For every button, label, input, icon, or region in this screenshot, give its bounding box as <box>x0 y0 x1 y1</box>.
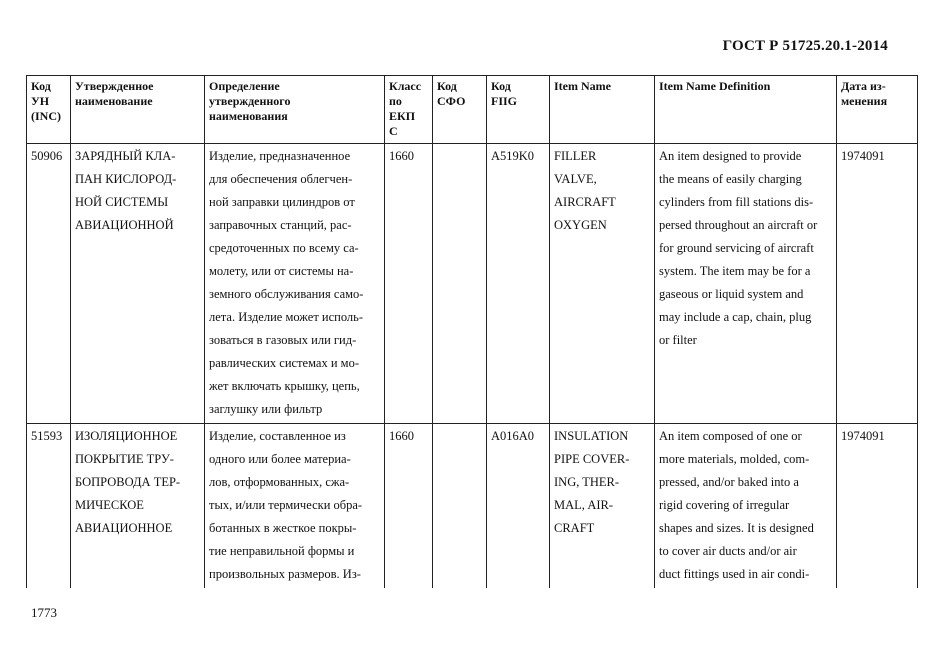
text-line: ИЗОЛЯЦИОННОЕ <box>75 429 178 443</box>
text-line: лов, отформованных, сжа- <box>209 475 350 489</box>
text-line: ботанных в жесткое покры- <box>209 521 357 535</box>
page-number: 1773 <box>31 605 57 620</box>
text-line: АВИАЦИОННОЕ <box>75 521 173 535</box>
text-line: АВИАЦИОННОЙ <box>75 218 174 232</box>
text-line: the means of easily charging <box>659 172 802 186</box>
text-line: молету, или от системы на- <box>209 264 354 278</box>
cell-approved-name <box>71 424 205 589</box>
text-line: system. The item may be for a <box>659 264 811 278</box>
cell-fiig-code: A519K0 <box>487 144 550 424</box>
text-line: MAL, AIR- <box>554 498 614 512</box>
text-line: земного обслуживания само- <box>209 287 364 301</box>
cell-change-date: 1974091 <box>837 424 918 589</box>
text-line: (INC) <box>31 109 61 123</box>
text-line: наименования <box>209 109 288 123</box>
text-line: CRAFT <box>554 521 595 535</box>
text-line: to cover air ducts and/or air <box>659 544 797 558</box>
gost-items-table <box>26 75 918 588</box>
cell-item-definition <box>655 144 837 424</box>
text-line: Дата из- <box>841 79 886 93</box>
column-header-item-definition <box>655 76 837 144</box>
text-line: Код <box>437 79 457 93</box>
document-code: ГОСТ Р 51725.20.1-2014 <box>722 38 888 54</box>
text-line: С <box>389 124 398 138</box>
text-line: лета. Изделие может исполь- <box>209 310 364 324</box>
cell-ekps-class: 1660 <box>385 144 433 424</box>
text-line: duct fittings used in air condi- <box>659 567 810 581</box>
text-line: УН <box>31 94 50 108</box>
text-line: ПОКРЫТИЕ ТРУ- <box>75 452 174 466</box>
text-line: Item Name Definition <box>659 79 771 93</box>
text-line: жет включать крышку, цепь, <box>209 379 360 393</box>
text-line: persed throughout an aircraft or <box>659 218 818 232</box>
text-line: БОПРОВОДА ТЕР- <box>75 475 181 489</box>
text-line: ПАН КИСЛОРОД- <box>75 172 177 186</box>
table-row <box>27 424 918 589</box>
text-line: Утвержденное <box>75 79 154 93</box>
text-line: тых, и/или термически обра- <box>209 498 363 512</box>
text-line: по <box>389 94 402 108</box>
text-line: for ground servicing of aircraft <box>659 241 814 255</box>
text-line: more materials, molded, com- <box>659 452 810 466</box>
text-line: cylinders from fill stations dis- <box>659 195 814 209</box>
table-header-row <box>27 76 918 144</box>
text-line: OXYGEN <box>554 218 607 232</box>
text-line: ЗАРЯДНЫЙ КЛА- <box>75 149 176 163</box>
text-line: PIPE COVER- <box>554 452 630 466</box>
text-line: одного или более материа- <box>209 452 351 466</box>
text-line: зоваться в газовых или гид- <box>209 333 357 347</box>
cell-item-definition <box>655 424 837 589</box>
text-line: FIIG <box>491 94 518 108</box>
column-header-definition <box>205 76 385 144</box>
column-header-item-name <box>550 76 655 144</box>
text-line: Код <box>491 79 511 93</box>
text-line: rigid covering of irregular <box>659 498 790 512</box>
text-line: равлических системах и мо- <box>209 356 359 370</box>
text-line: or filter <box>659 333 697 347</box>
text-line: МИЧЕСКОЕ <box>75 498 144 512</box>
text-line: заглушку или фильтр <box>209 402 323 416</box>
text-line: Определение <box>209 79 280 93</box>
text-line: менения <box>841 94 888 108</box>
text-line: произвольных размеров. Из- <box>209 567 361 581</box>
text-line: AIRCRAFT <box>554 195 616 209</box>
text-line: may include a cap, chain, plug <box>659 310 812 324</box>
text-line: средоточенных по всему са- <box>209 241 359 255</box>
cell-change-date: 1974091 <box>837 144 918 424</box>
text-line: ING, THER- <box>554 475 620 489</box>
cell-definition <box>205 424 385 589</box>
column-header-ekps-class <box>385 76 433 144</box>
cell-sfo-code <box>433 144 487 424</box>
text-line: Item Name <box>554 79 611 93</box>
cell-inc: 50906 <box>27 144 71 424</box>
cell-inc: 51593 <box>27 424 71 589</box>
text-line: An item designed to provide <box>659 149 802 163</box>
text-line: gaseous or liquid system and <box>659 287 804 301</box>
column-header-approved-name <box>71 76 205 144</box>
text-line: pressed, and/or baked into a <box>659 475 799 489</box>
text-line: НОЙ СИСТЕМЫ <box>75 195 169 209</box>
text-line: СФО <box>437 94 466 108</box>
text-line: заправочных станций, рас- <box>209 218 352 232</box>
text-line: тие неправильной формы и <box>209 544 355 558</box>
text-line: Класс <box>389 79 422 93</box>
cell-item-name <box>550 144 655 424</box>
column-header-change-date <box>837 76 918 144</box>
text-line: наименование <box>75 94 153 108</box>
column-header-sfo-code <box>433 76 487 144</box>
text-line: Изделие, предназначенное <box>209 149 351 163</box>
text-line: An item composed of one or <box>659 429 802 443</box>
text-line: для обеспечения облегчен- <box>209 172 353 186</box>
cell-definition <box>205 144 385 424</box>
text-line: Изделие, составленное из <box>209 429 346 443</box>
column-header-inc <box>27 76 71 144</box>
cell-ekps-class: 1660 <box>385 424 433 589</box>
cell-sfo-code <box>433 424 487 589</box>
column-header-fiig-code <box>487 76 550 144</box>
cell-item-name <box>550 424 655 589</box>
text-line: VALVE, <box>554 172 597 186</box>
text-line: shapes and sizes. It is designed <box>659 521 814 535</box>
text-line: ЕКП <box>389 109 416 123</box>
text-line: Код <box>31 79 51 93</box>
cell-fiig-code: A016A0 <box>487 424 550 589</box>
text-line: утвержденного <box>209 94 291 108</box>
text-line: FILLER <box>554 149 597 163</box>
cell-approved-name <box>71 144 205 424</box>
text-line: INSULATION <box>554 429 629 443</box>
text-line: ной заправки цилиндров от <box>209 195 355 209</box>
table-row <box>27 144 918 424</box>
